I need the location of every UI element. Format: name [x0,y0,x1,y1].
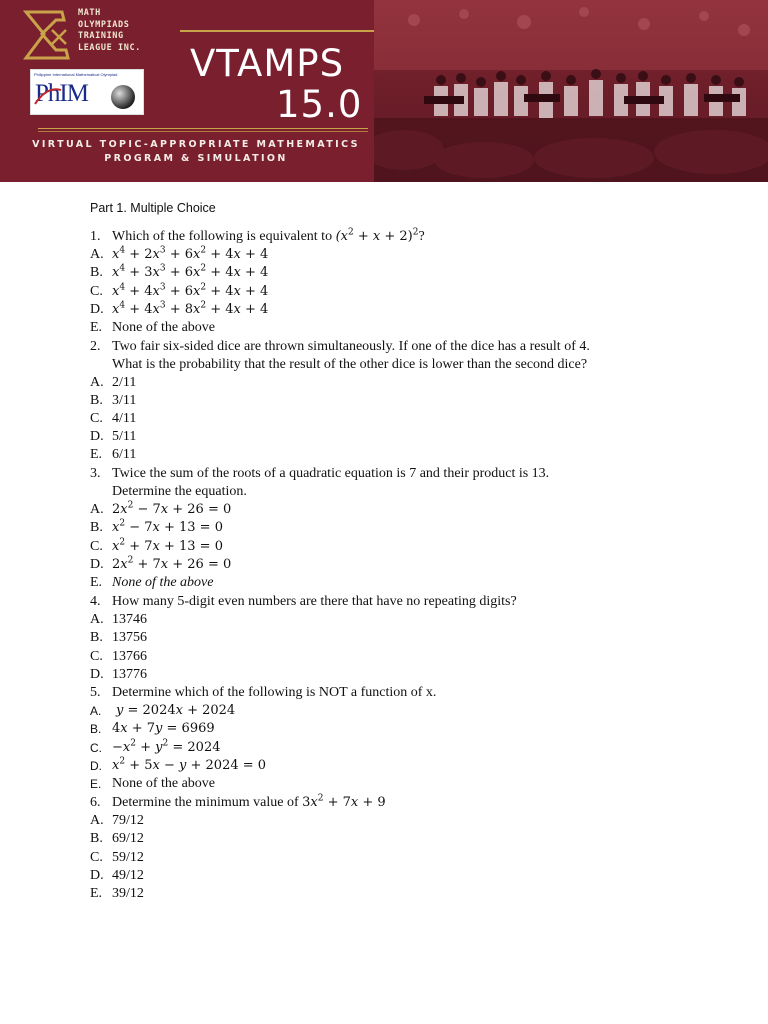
header-banner [0,0,768,182]
math-expression: $x^2 + 5x - y + 2024 = 0$ [112,756,267,773]
question-stem: Two fair six-sided dice are thrown simultaneously. If one of the dice has a result of 4. [112,339,590,354]
banner-left-panel: MATH OLYMPIADS TRAINING LEAGUE INC. Philippine International Mathematical Olympiad PhIM VTAMPS 15.0 VIRTUAL TOPIC-APPROPRIATE MATHEMATICS PROGRAM & SIMULATION [0,0,374,182]
math-expression: $-x^2 + y^2 = 2024$ [112,738,221,755]
math-expression: $x^4 + 4x^3 + 6x^2 + 4x + 4$ [112,282,269,299]
phimo-small-text: Philippine International Mathematical Olympiad [34,72,118,77]
question-number: 1. [90,229,101,244]
math-expression: $3x^2 + 7x + 9$ [302,793,386,810]
sigma-logo-icon [22,8,74,62]
math-expression: $2x^2 - 7x + 26 = 0$ [112,500,232,517]
part-title: Part 1. Multiple Choice [90,201,216,215]
banner-photo [374,0,768,182]
question-stem: Determine the minimum value of $3x^2 + 7x + 9$ [112,793,386,810]
globe-icon [109,83,137,111]
swoosh-icon [33,84,63,108]
question-stem: Which of the following is equivalent to $(x^2 + x + 2)^2$? [112,227,425,244]
tagline-line-1: VIRTUAL TOPIC-APPROPRIATE MATHEMATICS [32,139,360,150]
math-expression: $x^2 - 7x + 13 = 0$ [112,518,223,535]
gold-rule-bottom-2 [38,131,368,132]
math-expression: $x^4 + 2x^3 + 6x^2 + 4x + 4$ [112,245,269,262]
tagline-line-2: PROGRAM & SIMULATION [104,153,288,164]
group-photo-image [374,0,768,182]
math-expression: $x^4 + 4x^3 + 8x^2 + 4x + 4$ [112,300,269,317]
math-expression: $x^2 + 7x + 13 = 0$ [112,537,223,554]
question-stem: Twice the sum of the roots of a quadratic equation is 7 and their product is 13. [112,466,550,481]
gold-rule-bottom [38,128,368,129]
math-expression: $(x^2 + x + 2)^2$ [335,227,419,244]
phimo-logo-text: PhIM [35,80,88,107]
program-name: VTAMPS [190,42,345,85]
math-expression: y = 2024x + 2024 [116,703,236,718]
math-expression: $2x^2 + 7x + 26 = 0$ [112,555,232,572]
question-stem: How many 5-digit even numbers are there that have no repeating digits? [112,594,517,609]
math-expression: 4x + 7y = 6969 [112,721,215,736]
math-expression: $x^4 + 3x^3 + 6x^2 + 4x + 4$ [112,263,269,280]
gold-rule-top [180,30,374,32]
phimo-logo [30,69,144,115]
org-name: MATH OLYMPIADS TRAINING LEAGUE INC. [78,8,141,53]
question-stem: Determine which of the following is NOT a function of x. [112,685,437,700]
